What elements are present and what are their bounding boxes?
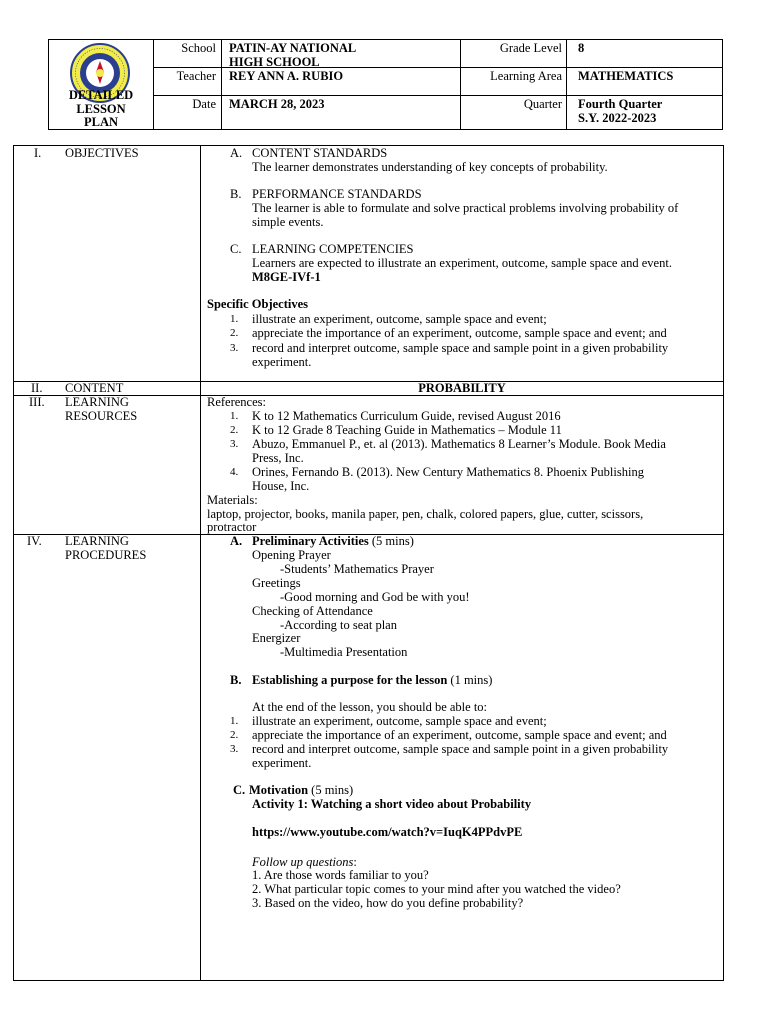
- reference-item: K to 12 Mathematics Curriculum Guide, revised August 2016: [252, 409, 561, 423]
- list-number: 2.: [230, 327, 239, 339]
- grade-label: Grade Level: [499, 41, 562, 55]
- specific-objective-item: appreciate the importance of an experiment, outcome, sample space and event; and: [252, 326, 667, 340]
- school-name: PATIN-AY NATIONAL HIGH SCHOOL: [229, 41, 357, 69]
- content-title: CONTENT: [65, 381, 124, 395]
- reference-item: Orines, Fernando B. (2013). New Century Mathematics 8. Phoenix Publishing: [252, 465, 644, 479]
- list-number: 3.: [230, 342, 239, 354]
- learning-competencies-text: Learners are expected to illustrate an experiment, outcome, sample space and event.: [252, 256, 672, 270]
- purpose-letter: B.: [230, 673, 242, 687]
- purpose-item-cont: experiment.: [252, 756, 312, 770]
- preliminary-heading: Preliminary Activities (5 mins): [252, 534, 414, 548]
- resources-numeral: III.: [29, 395, 45, 409]
- list-number: 1.: [230, 313, 239, 325]
- column-divider: [200, 146, 201, 980]
- procedures-title: LEARNING PROCEDURES: [65, 534, 147, 562]
- content-numeral: II.: [31, 381, 43, 395]
- content-standards-letter: A.: [230, 146, 243, 160]
- purpose-item: appreciate the importance of an experiment, outcome, sample space and event; and: [252, 728, 667, 742]
- header-table: [48, 39, 723, 130]
- specific-objective-item: record and interpret outcome, sample space and sample point in a given probability: [252, 341, 669, 355]
- content-topic: PROBABILITY: [418, 381, 506, 395]
- content-standards-title: CONTENT STANDARDS: [252, 146, 388, 160]
- header-divider: [566, 40, 567, 129]
- list-number: 2.: [230, 424, 239, 436]
- performance-standards-letter: B.: [230, 187, 242, 201]
- materials-list-cont: protractor: [207, 520, 257, 534]
- date-label: Date: [192, 97, 216, 111]
- prelim-detail: -Students’ Mathematics Prayer: [280, 562, 434, 576]
- prelim-detail: -Multimedia Presentation: [280, 645, 408, 659]
- prelim-label: Energizer: [252, 631, 301, 645]
- objectives-numeral: I.: [34, 146, 42, 160]
- school-label: School: [181, 41, 216, 55]
- motivation-heading: Motivation (5 mins): [249, 783, 354, 797]
- performance-standards-text: The learner is able to formulate and solve practical problems involving probability of: [252, 201, 679, 215]
- materials-list: laptop, projector, books, manila paper, pen, chalk, colored papers, glue, cutter, scissors,: [207, 507, 644, 521]
- learning-competencies-title: LEARNING COMPETENCIES: [252, 242, 414, 256]
- document-title: DETAILED LESSON PLAN: [68, 88, 134, 129]
- content-standards-text: The learner demonstrates understanding of key concepts of probability.: [252, 160, 608, 174]
- resources-title: LEARNING RESOURCES: [65, 395, 138, 423]
- teacher-label: Teacher: [176, 69, 216, 83]
- procedures-numeral: IV.: [27, 534, 42, 548]
- list-number: 3.: [230, 743, 239, 755]
- purpose-intro: At the end of the lesson, you should be able to:: [252, 700, 488, 714]
- purpose-item: record and interpret outcome, sample space and sample point in a given probability: [252, 742, 669, 756]
- follow-up-question: 3. Based on the video, how do you define probability?: [252, 896, 524, 910]
- header-divider: [221, 40, 222, 129]
- list-number: 1.: [230, 410, 239, 422]
- prelim-label: Checking of Attendance: [252, 604, 373, 618]
- specific-objectives-title: Specific Objectives: [207, 297, 309, 311]
- list-number: 1.: [230, 715, 239, 727]
- prelim-label: Greetings: [252, 576, 301, 590]
- list-number: 2.: [230, 729, 239, 741]
- header-divider: [153, 95, 722, 96]
- activity-title: Activity 1: Watching a short video about Probability: [252, 797, 532, 811]
- preliminary-letter: A.: [230, 534, 243, 548]
- learning-competencies-letter: C.: [230, 242, 242, 256]
- follow-up-question: 1. Are those words familiar to you?: [252, 868, 429, 882]
- materials-label: Materials:: [207, 493, 258, 507]
- teacher-name: REY ANN A. RUBIO: [229, 69, 344, 83]
- date-value: MARCH 28, 2023: [229, 97, 325, 111]
- prelim-detail: -According to seat plan: [280, 618, 397, 632]
- competency-code: M8GE-IVf-1: [252, 270, 321, 284]
- purpose-item: illustrate an experiment, outcome, sample space and event;: [252, 714, 547, 728]
- specific-objective-item-cont: experiment.: [252, 355, 312, 369]
- specific-objective-item: illustrate an experiment, outcome, sample space and event;: [252, 312, 547, 326]
- area-label: Learning Area: [490, 69, 562, 83]
- prelim-label: Opening Prayer: [252, 548, 331, 562]
- quarter-value: Fourth Quarter S.Y. 2022-2023: [578, 97, 663, 125]
- follow-up-question: 2. What particular topic comes to your mind after you watched the video?: [252, 882, 621, 896]
- performance-standards-title: PERFORMANCE STANDARDS: [252, 187, 422, 201]
- motivation-letter: C.: [233, 783, 246, 797]
- reference-item-cont: Press, Inc.: [252, 451, 304, 465]
- grade-value: 8: [578, 41, 585, 55]
- follow-up-label: Follow up questions:: [252, 855, 357, 869]
- reference-item-cont: House, Inc.: [252, 479, 310, 493]
- list-number: 3.: [230, 438, 239, 450]
- reference-item: Abuzo, Emmanuel P., et. al (2013). Mathematics 8 Learner’s Module. Book Media: [252, 437, 666, 451]
- list-number: 4.: [230, 466, 239, 478]
- objectives-title: OBJECTIVES: [65, 146, 139, 160]
- video-link[interactable]: https://www.youtube.com/watch?v=IuqK4PPdvPE: [252, 825, 523, 839]
- prelim-detail: -Good morning and God be with you!: [280, 590, 470, 604]
- references-label: References:: [207, 395, 266, 409]
- quarter-label: Quarter: [523, 97, 562, 111]
- reference-item: K to 12 Grade 8 Teaching Guide in Mathematics – Module 11: [252, 423, 562, 437]
- performance-standards-text-cont: simple events.: [252, 215, 324, 229]
- area-value: MATHEMATICS: [578, 69, 674, 83]
- lesson-plan-table: [13, 145, 724, 981]
- purpose-heading: Establishing a purpose for the lesson (1 mins): [252, 673, 493, 687]
